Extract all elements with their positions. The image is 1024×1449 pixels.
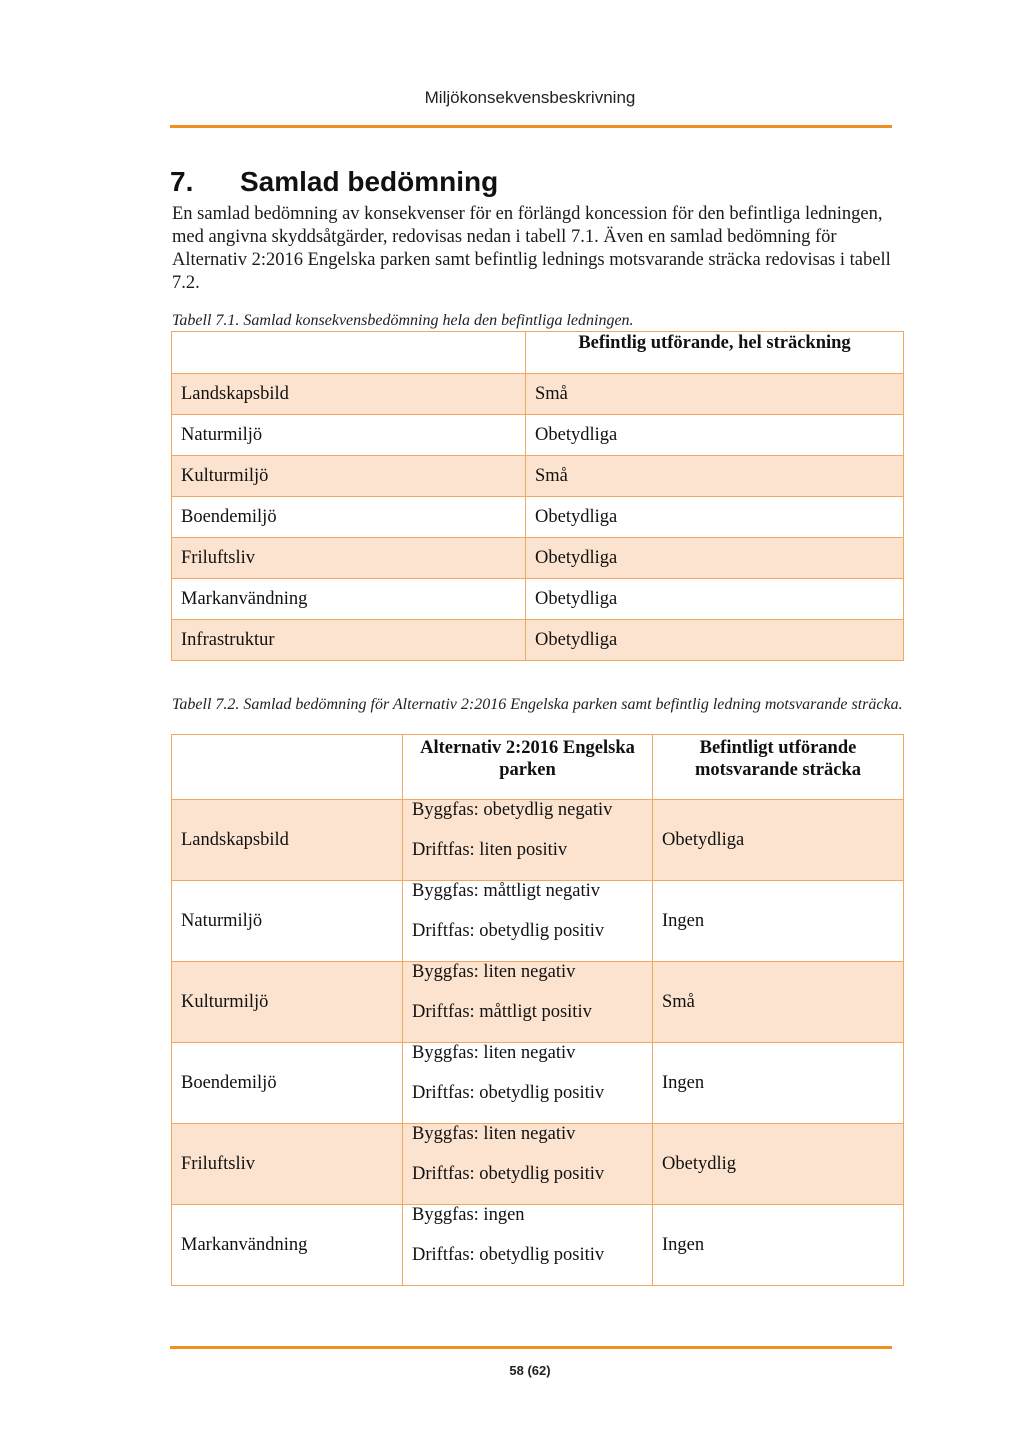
table-row <box>172 881 904 962</box>
header-divider <box>170 125 892 128</box>
table-row <box>172 620 904 661</box>
table-header-row <box>172 332 904 374</box>
row-label: Naturmiljö <box>172 415 526 456</box>
build-phase-text: Byggfas: liten negativ <box>412 962 576 982</box>
build-phase-text: Byggfas: liten negativ <box>412 1043 576 1063</box>
build-phase-text: Byggfas: måttligt negativ <box>412 881 601 901</box>
row-label: Landskapsbild <box>172 800 403 881</box>
row-label: Kulturmiljö <box>172 456 526 497</box>
existing-value: Små <box>653 962 904 1043</box>
table-header-cell <box>172 332 526 374</box>
phase-cell <box>403 1124 653 1205</box>
table-row <box>172 800 904 881</box>
row-value: Obetydliga <box>526 579 904 620</box>
table-row <box>172 962 904 1043</box>
page-header-title: Miljökonsekvensbeskrivning <box>424 88 636 107</box>
existing-value: Ingen <box>653 881 904 962</box>
table-7-1 <box>171 331 904 661</box>
table-7-2 <box>171 734 904 1286</box>
row-value: Obetydliga <box>526 415 904 456</box>
table-7-1-caption: Tabell 7.1. Samlad konsekvensbedömning hela den befintliga ledningen. <box>172 312 634 329</box>
footer-divider <box>170 1346 892 1349</box>
row-label: Boendemiljö <box>172 497 526 538</box>
build-phase-text: Byggfas: obetydlig negativ <box>412 800 613 820</box>
phase-cell <box>403 1205 653 1286</box>
row-label: Infrastruktur <box>172 620 526 661</box>
intro-paragraph: En samlad bedömning av konsekvenser för en förlängd koncession för den befintliga ledningen, med angivna skyddsåtgärder, redovisas nedan i tabell 7.1. Även en samlad bedömning för Alternativ 2:2016 Engelska parken samt befintlig lednings motsvarande sträcka redovisas i tabell 7.2. <box>172 204 891 293</box>
row-label: Landskapsbild <box>172 374 526 415</box>
table-row <box>172 415 904 456</box>
table-row <box>172 374 904 415</box>
table-row <box>172 1043 904 1124</box>
row-label: Kulturmiljö <box>172 962 403 1043</box>
row-label: Naturmiljö <box>172 881 403 962</box>
row-label: Friluftsliv <box>172 538 526 579</box>
operation-phase-text: Driftfas: liten positiv <box>412 840 568 860</box>
row-value: Små <box>526 456 904 497</box>
operation-phase-text: Driftfas: obetydlig positiv <box>412 1245 605 1265</box>
section-heading <box>170 166 498 198</box>
operation-phase-text: Driftfas: obetydlig positiv <box>412 1164 605 1184</box>
section-number: 7. <box>170 166 194 197</box>
existing-value: Obetydliga <box>653 800 904 881</box>
page-number: 58 (62) <box>509 1363 551 1378</box>
section-title: Samlad bedömning <box>240 166 499 197</box>
row-value: Obetydliga <box>526 497 904 538</box>
row-value: Obetydliga <box>526 538 904 579</box>
existing-value: Ingen <box>653 1205 904 1286</box>
table-header-row <box>172 735 904 800</box>
phase-cell <box>403 1043 653 1124</box>
phase-cell <box>403 800 653 881</box>
table-row <box>172 1205 904 1286</box>
table-row <box>172 579 904 620</box>
phase-cell <box>403 881 653 962</box>
table-header-cell <box>172 735 403 800</box>
operation-phase-text: Driftfas: obetydlig positiv <box>412 921 605 941</box>
row-label: Markanvändning <box>172 1205 403 1286</box>
table-row <box>172 456 904 497</box>
table-row <box>172 538 904 579</box>
table-row <box>172 497 904 538</box>
row-value: Små <box>526 374 904 415</box>
table-7-2-caption: Tabell 7.2. Samlad bedömning för Alternativ 2:2016 Engelska parken samt befintlig ledning motsvarande sträcka. <box>172 696 903 713</box>
table-header-cell: Befintligt utförande motsvarande sträcka <box>653 735 904 800</box>
build-phase-text: Byggfas: liten negativ <box>412 1124 576 1144</box>
row-label: Friluftsliv <box>172 1124 403 1205</box>
operation-phase-text: Driftfas: obetydlig positiv <box>412 1083 605 1103</box>
operation-phase-text: Driftfas: måttligt positiv <box>412 1002 592 1022</box>
build-phase-text: Byggfas: ingen <box>412 1205 525 1225</box>
phase-cell <box>403 962 653 1043</box>
row-value: Obetydliga <box>526 620 904 661</box>
table-header-cell: Alternativ 2:2016 Engelska parken <box>403 735 653 800</box>
existing-value: Obetydlig <box>653 1124 904 1205</box>
table-row <box>172 1124 904 1205</box>
row-label: Markanvändning <box>172 579 526 620</box>
existing-value: Ingen <box>653 1043 904 1124</box>
table-header-cell: Befintlig utförande, hel sträckning <box>526 332 904 374</box>
row-label: Boendemiljö <box>172 1043 403 1124</box>
